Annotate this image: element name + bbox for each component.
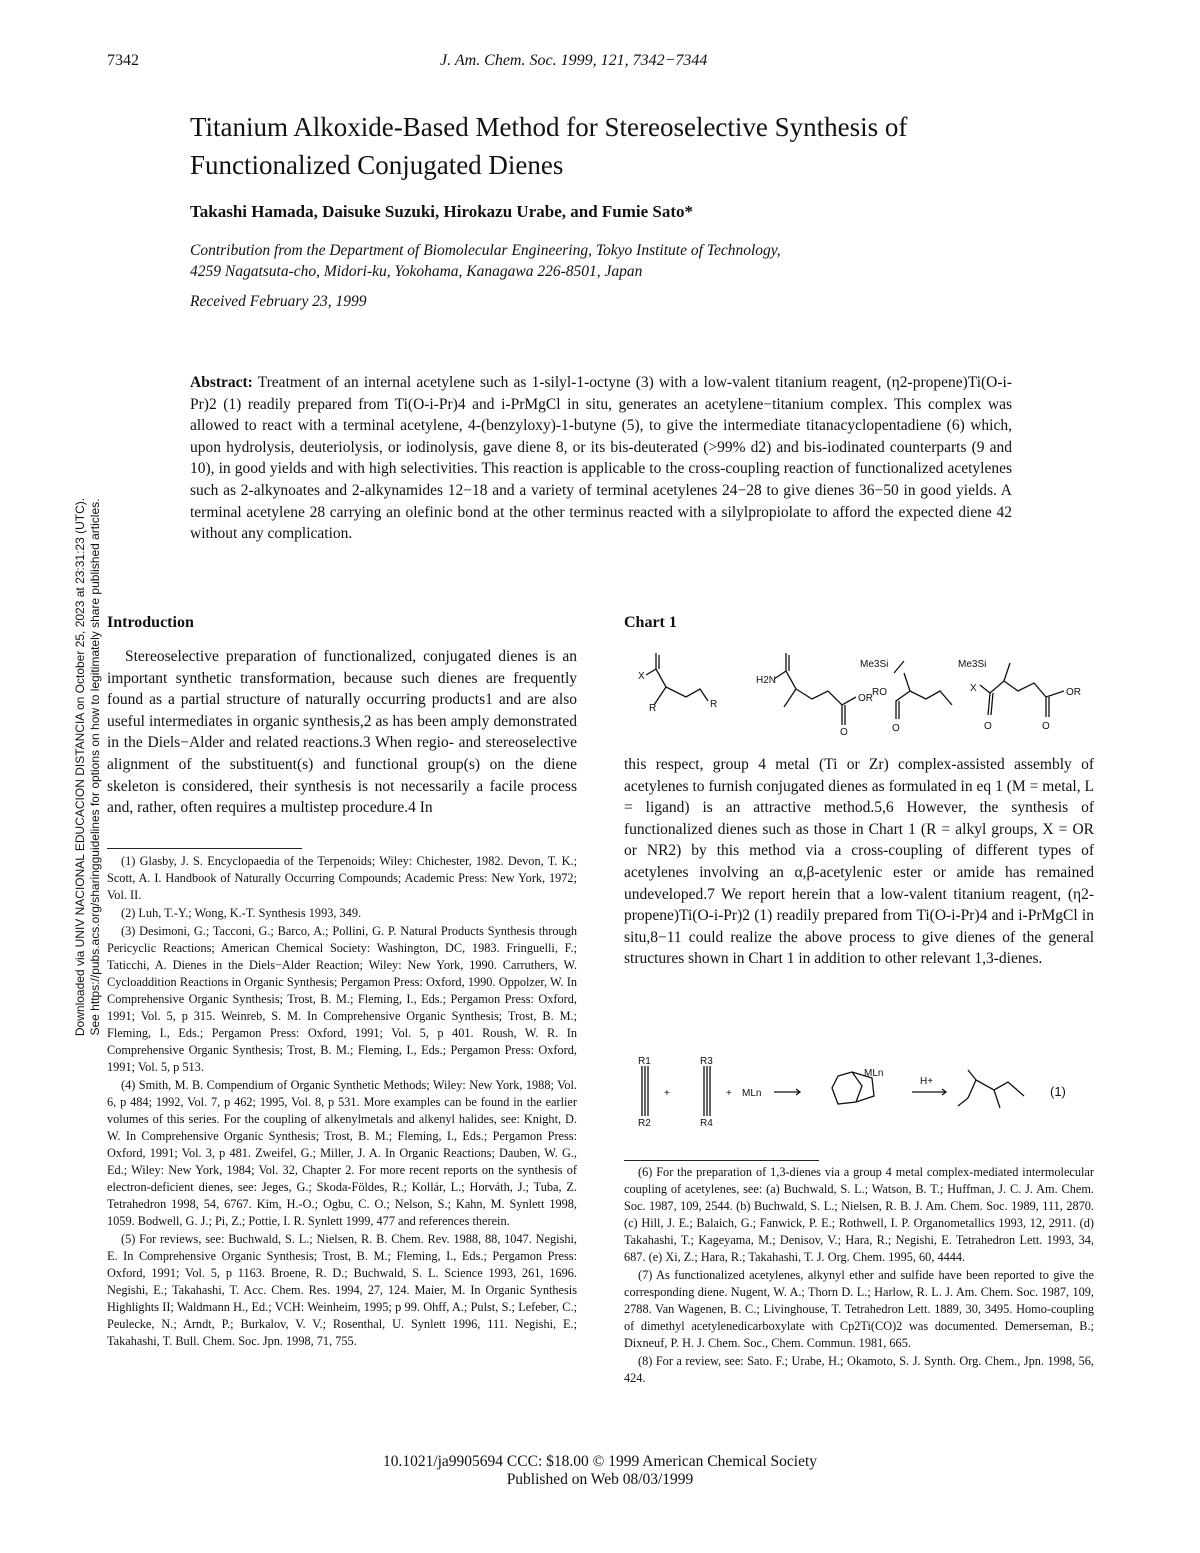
author-list: Takashi Hamada, Daisuke Suzuki, Hirokazu Urabe, and Fumie Sato* <box>190 202 694 221</box>
chart1-label: OR <box>858 693 873 704</box>
page-number: 7342 <box>107 52 139 69</box>
equation-label: R1 <box>638 1056 651 1067</box>
chart1-label: H2N <box>756 675 777 686</box>
chart1-label: OR <box>1066 687 1081 698</box>
reaction-arrow <box>912 1089 946 1095</box>
equation-label: R3 <box>700 1056 713 1067</box>
footnote-4: (4) Smith, M. B. Compendium of Organic Synthetic Methods; Wiley: New York, 1988; Vol. 6, p 484; 1992, Vol. 7, p 462; 1995, Vol. 8, p 531. More examples can be found in the earlier volumes of this series. For the coupling of alkenylmetals and alkenyl halides, see: Knight, D. W. In Comprehensive Organic Synthesis; Trost, B. M.; Fleming, I., Eds.; Pergamon Press: Oxford, 1991; Vol. 3, p 481. Zweifel, G.; Miller, J. A. In Organic Reactions; Dauben, W. G., Ed.; Wiley: New York, 1984; Vol. 32, Chapter 2. For more recent reports on the synthesis of electron-deficient dienes, see: Jeges, G.; Skoda-Földes, R.; Kollár, L.; Horváth, J.; Tuba, Z. Tetrahedron 1998, 54, 6767. Kim, H.-O.; Ogbu, C. O.; Nelson, S.; Kahn, M. Synlett 1998, 1059. Bodwell, G. J.; Pi, Z.; Pottie, I. R. Synlett 1999, 477 and references therein. <box>107 1078 577 1228</box>
affiliation-line2: 4259 Nagatsuta-cho, Midori-ku, Yokohama, Kanagawa 226-8501, Japan <box>190 263 643 280</box>
chart1-label: O <box>840 727 848 735</box>
chart1-label: RO <box>872 687 887 698</box>
plus-sign: + <box>726 1088 732 1099</box>
equation-number: (1) <box>1050 1084 1066 1099</box>
footnote-rule-right <box>624 1160 819 1161</box>
footnote-1: (1) Glasby, J. S. Encyclopaedia of the Terpenoids; Wiley: Chichester, 1982. Devon, T. K.; Scott, A. I. Handbook of Naturally Occurring Compounds; Academic Press: New York, 1972; Vol. II. <box>107 854 577 902</box>
chart1-structures <box>624 645 1094 735</box>
doi-copyright-line: 10.1021/ja9905694 CCC: $18.00 © 1999 American Chemical Society <box>382 1453 818 1470</box>
footnotes-left <box>107 853 577 1351</box>
affiliation <box>190 240 1010 282</box>
right-column-body <box>624 754 1094 970</box>
affiliation-line1: Contribution from the Department of Biomolecular Engineering, Tokyo Institute of Technology, <box>190 242 781 259</box>
chart1-structure-3-bonds <box>894 661 952 719</box>
received-date: Received February 23, 1999 <box>190 293 367 310</box>
chart1-structure-4-bonds <box>980 663 1064 717</box>
equation-1 <box>624 1052 1094 1132</box>
diene-product-bonds <box>958 1070 1024 1108</box>
abstract <box>190 372 1012 545</box>
introduction-heading: Introduction <box>107 614 194 631</box>
chart1-label: Me3Si <box>958 659 987 670</box>
equation-label: MLn <box>742 1088 762 1099</box>
download-stamp-line1: Downloaded via UNIV NACIONAL EDUCACION DISTANCIA on October 25, 2023 at 23:31:23 (UTC). <box>73 497 87 1037</box>
chart1-label: R <box>649 703 657 714</box>
alkyne-2-bond <box>704 1066 710 1116</box>
article-title: Titanium Alkoxide-Based Method for Stereoselective Synthesis of Functionalized Conjugated Dienes <box>190 112 908 180</box>
footnotes-right <box>624 1164 1094 1388</box>
right-column-paragraph: this respect, group 4 metal (Ti or Zr) complex-assisted assembly of acetylenes to furnish conjugated dienes as formulated in eq 1 (M = metal, L = ligand) is an attractive method.5,6 However, the synthesis of functionalized dienes such as those in Chart 1 (R = alkyl groups, X = OR or NR2) by this method via a cross-coupling of different types of acetylenes involving an α,β-acetylenic ester or amide has remained undeveloped.7 We report herein that a low-valent titanium reagent, (η2-propene)Ti(O-i-Pr)2 (1) readily prepared from Ti(O-i-Pr)4 and i-PrMgCl in situ,8−11 could realize the above process to give dienes of the general structures shown in Chart 1 in addition to other relevant 1,3-dienes. <box>624 756 1094 968</box>
abstract-label: Abstract: <box>190 374 253 391</box>
equation-label: H+ <box>920 1076 934 1087</box>
download-stamp <box>73 417 103 1117</box>
chart1-structure-1-bonds <box>646 653 708 705</box>
footnote-7: (7) As functionalized acetylenes, alkynyl ether and sulfide have been reported to give the corresponding diene. Nugent, W. A.; Thorn D. L.; Harlow, R. L. J. Am. Chem. Soc. 1987, 109, 2788. Van Wagenen, B. C.; Livinghouse, T. Tetrahedron Lett. 1889, 30, 3495. Homo-coupling of dimethyl acetylenedicarboxylate with Cp2Ti(CO)2 was documented. Demerseman, B.; Dixneuf, P. H. J. Chem. Soc., Chem. Commun. 1981, 665. <box>624 1268 1094 1350</box>
introduction-body <box>107 646 577 819</box>
footnote-6: (6) For the preparation of 1,3-dienes via a group 4 metal complex-mediated intermolecular coupling of acetylenes, see: (a) Buchwald, S. L.; Watson, B. T.; Huffman, J. C. J. Am. Chem. Soc. 1987, 109, 2544. (b) Buchwald, S. L.; Nielsen, R. B. J. Am. Chem. Soc. 1989, 111, 2870. (c) Hill, J. E.; Balaich, G.; Fanwick, P. E.; Rothwell, I. P. Organometallics 1993, 12, 2911. (d) Takahashi, T.; Kageyama, M.; Denisov, V.; Hara, R.; Negishi, E. Tetrahedron Lett. 1993, 34, 687. (e) Xi, Z.; Hara, R.; Takahashi, T. J. Org. Chem. 1995, 60, 4444. <box>624 1165 1094 1264</box>
plus-sign: + <box>664 1088 670 1099</box>
chart1-label: O <box>1042 721 1050 732</box>
chart1-heading: Chart 1 <box>624 614 677 631</box>
chart1-label: X <box>638 671 645 682</box>
abstract-text: Treatment of an internal acetylene such as 1-silyl-1-octyne (3) with a low-valent titanium reagent, (η2-propene)Ti(O-i-Pr)2 (1) readily prepared from Ti(O-i-Pr)4 and i-PrMgCl in situ, generates an acetylene−titanium complex. This complex was allowed to react with a terminal acetylene, 4-(benzyloxy)-1-butyne (5), to give the intermediate titanacyclopentadiene (6) which, upon hydrolysis, deuteriolysis, or iodinolysis, gave diene 8, or its bis-deuterated (>99% d2) and bis-iodinated counterparts (9 and 10), in good yields and with high selectivities. This reaction is applicable to the cross-coupling reaction of functionalized acetylenes such as 2-alkynoates and 2-alkynamides 12−18 and a variety of terminal acetylenes 24−28 to give dienes 36−50 in good yields. A terminal acetylene 28 carrying an olefinic bond at the other terminus reacted with a silylpropiolate to afford the expected diene 42 without any complication. <box>190 374 1012 543</box>
footnote-8: (8) For a review, see: Sato. F.; Urabe, H.; Okamoto, S. J. Synth. Org. Chem., Jpn. 1998, 56, 424. <box>624 1354 1094 1385</box>
reaction-arrow <box>774 1089 800 1095</box>
chart1-label: O <box>984 721 992 732</box>
chart1-label: O <box>892 723 900 734</box>
alkyne-1-bond <box>642 1066 648 1116</box>
footnote-5: (5) For reviews, see: Buchwald, S. L.; Nielsen, R. B. Chem. Rev. 1988, 88, 1047. Negishi, E. In Comprehensive Organic Synthesis; Trost, B. M.; Fleming, I., Eds.; Pergamon Press: Oxford, 1991; Vol. 5, p 1163. Broene, R. D.; Buchwald, S. L. Science 1993, 261, 1696. Negishi, E.; Takahashi, T. Acc. Chem. Res. 1994, 27, 124. Maier, M. In Organic Synthesis Highlights II; Waldmann H., Ed.; VCH: Weinheim, 1995; p 99. Ohff, A.; Pulst, S.; Lefeber, C.; Peulecke, N.; Arndt, P.; Burkalov, V. V.; Rosenthal, U. Synlett 1996, 111. Negishi, E.; Takahashi, T. Bull. Chem. Soc. Jpn. 1998, 71, 755. <box>107 1232 577 1348</box>
download-stamp-line2[interactable]: See https://pubs.acs.org/sharingguidelines for options on how to legitimately share published articles. <box>88 498 102 1036</box>
chart1-label: X <box>970 683 977 694</box>
journal-reference: J. Am. Chem. Soc. 1999, 121, 7342−7344 <box>440 52 708 69</box>
equation-label: R4 <box>700 1118 713 1129</box>
chart1-structure-2-bonds <box>774 653 856 725</box>
introduction-paragraph: Stereoselective preparation of functionalized, conjugated dienes is an important synthetic transformation, because such dienes are frequently found as a partial structure of naturally occurring products1 and are also useful intermediates in organic synthesis,2 as has been amply demonstrated in the Diels−Alder and related reactions.3 When regio- and stereoselective alignment of the substituent(s) and functional group(s) on the diene skeleton is considered, their synthesis is not necessarily a facile process and, rather, often requires a multistep procedure.4 In <box>107 648 577 817</box>
equation-label: R2 <box>638 1118 651 1129</box>
footnote-rule-left <box>107 848 302 849</box>
footnote-3: (3) Desimoni, G.; Tacconi, G.; Barco, A.; Pollini, G. P. Natural Products Synthesis through Pericyclic Reactions; American Chemical Society: Washington, DC, 1983. Fringuelli, F.; Taticchi, A. Dienes in the Diels−Alder Reaction; Wiley: New York, 1990. Carruthers, W. Cycloaddition Reactions in Organic Synthesis; Pergamon Press: Oxford, 1990. Oppolzer, W. In Comprehensive Organic Synthesis; Trost, B. M.; Fleming, I., Eds.; Pergamon Press: Oxford, 1991; Vol. 5, p 315. Weinreb, S. M. In Comprehensive Organic Synthesis; Trost, B. M.; Fleming, I., Eds.; Pergamon Press: Oxford, 1991; Vol. 5, p 401. Roush, W. R. In Comprehensive Organic Synthesis; Trost, B. M.; Fleming, I., Eds.; Pergamon Press: Oxford, 1991; Vol. 5, p 513. <box>107 924 577 1074</box>
chart1-label: R <box>710 699 718 710</box>
chart1-label: Me3Si <box>860 659 889 670</box>
publication-date: Published on Web 08/03/1999 <box>506 1471 694 1488</box>
equation-label: MLn <box>864 1068 884 1079</box>
footnote-2: (2) Luh, T.-Y.; Wong, K.-T. Synthesis 1993, 349. <box>121 906 362 920</box>
